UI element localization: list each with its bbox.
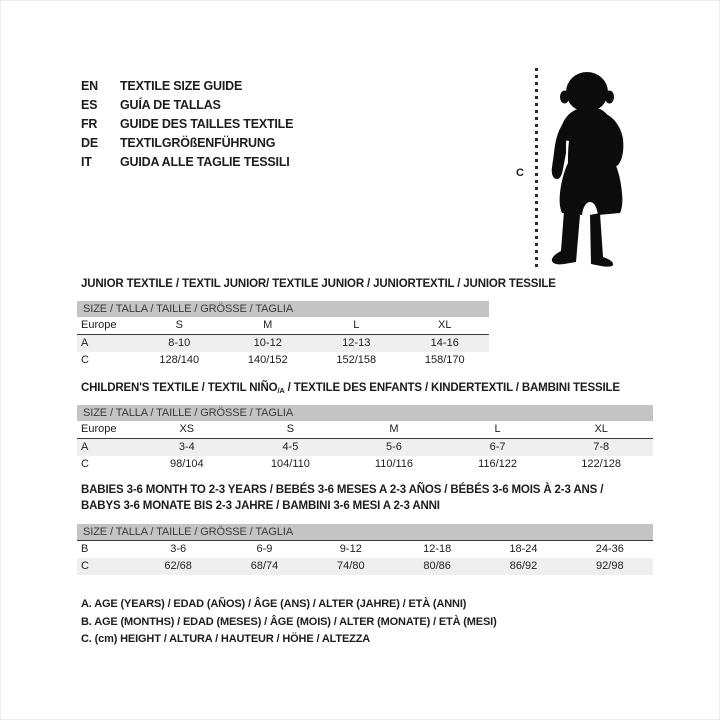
height-dotted-line bbox=[535, 68, 538, 269]
size-header-bar: SIZE / TALLA / TAILLE / GRÖSSE / TAGLIA bbox=[77, 524, 653, 541]
table-cell: S bbox=[286, 423, 295, 435]
table-cell: 3-6 bbox=[170, 543, 187, 555]
language-label: GUÍA DE TALLAS bbox=[120, 98, 221, 112]
row-label: A bbox=[81, 337, 89, 349]
table-cell: 12-18 bbox=[423, 543, 452, 555]
table-row-europe bbox=[77, 317, 489, 335]
table-cell: 3-4 bbox=[178, 441, 195, 453]
table-cell: 9-12 bbox=[339, 543, 362, 555]
language-row bbox=[81, 115, 293, 134]
babies-table-title-line2: BABYS 3-6 MONATE BIS 2-3 JAHRE / BAMBINI 3-6 MESI A 2-3 ANNI bbox=[81, 500, 440, 512]
table-cell: 104/110 bbox=[270, 458, 310, 470]
language-row bbox=[81, 134, 293, 153]
table-row-c bbox=[77, 352, 489, 369]
legend-line-c: C. (cm) HEIGHT / ALTURA / HAUTEUR / HÖHE / ALTEZZA bbox=[81, 633, 371, 645]
row-label: A bbox=[81, 441, 89, 453]
language-row bbox=[81, 77, 293, 96]
language-code: EN bbox=[81, 79, 98, 93]
table-cell: 68/74 bbox=[250, 560, 279, 572]
row-label: Europe bbox=[81, 423, 117, 435]
table-cell: 86/92 bbox=[509, 560, 538, 572]
table-row-europe bbox=[77, 421, 653, 439]
row-label: C bbox=[81, 354, 89, 366]
table-cell: 24-36 bbox=[595, 543, 624, 555]
table-cell: 140/152 bbox=[247, 354, 288, 366]
table-cell: M bbox=[263, 319, 273, 331]
table-cell: L bbox=[353, 319, 360, 331]
table-cell: 152/158 bbox=[336, 354, 377, 366]
height-c-label: C bbox=[516, 167, 524, 179]
table-cell: 6-7 bbox=[489, 441, 506, 453]
language-list bbox=[81, 77, 293, 172]
table-cell: XS bbox=[179, 423, 195, 435]
table-row-a bbox=[77, 335, 489, 352]
table-cell: 74/80 bbox=[337, 560, 365, 572]
table-cell: 14-16 bbox=[430, 337, 459, 349]
language-row bbox=[81, 96, 293, 115]
language-code: IT bbox=[81, 155, 92, 169]
children-title-post: / TEXTILE DES ENFANTS / KINDERTEXTIL / BAMBINI TESSILE bbox=[284, 382, 620, 394]
language-label: GUIDE DES TAILLES TEXTILE bbox=[120, 117, 294, 131]
table-row-c bbox=[77, 456, 653, 473]
table-row-b bbox=[77, 541, 653, 558]
table-cell: 158/170 bbox=[424, 354, 465, 366]
legend-line-a: A. AGE (YEARS) / EDAD (AÑOS) / ÂGE (ANS) / ALTER (JAHRE) / ETÀ (ANNI) bbox=[81, 598, 467, 610]
table-cell: L bbox=[494, 423, 501, 435]
table-cell: XL bbox=[438, 319, 452, 331]
junior-table-title: JUNIOR TEXTILE / TEXTIL JUNIOR/ TEXTILE JUNIOR / JUNIORTEXTIL / JUNIOR TESSILE bbox=[81, 278, 556, 290]
table-cell: 110/116 bbox=[374, 458, 414, 470]
row-label: Europe bbox=[81, 319, 117, 331]
children-title-subscript: /A bbox=[277, 386, 285, 395]
row-label: C bbox=[81, 458, 89, 470]
language-code: FR bbox=[81, 117, 98, 131]
language-code: ES bbox=[81, 98, 98, 112]
children-title-pre: CHILDREN'S TEXTILE / TEXTIL NIÑO bbox=[81, 382, 278, 394]
babies-table-title-line1: BABIES 3-6 MONTH TO 2-3 YEARS / BEBÉS 3-6 MESES A 2-3 AÑOS / BÉBÉS 3-6 MOIS À 2-3 ANS / bbox=[81, 484, 604, 496]
language-code: DE bbox=[81, 136, 98, 150]
table-row-a bbox=[77, 439, 653, 456]
table-cell: 18-24 bbox=[509, 543, 538, 555]
language-label: TEXTILGRÖßENFÜHRUNG bbox=[120, 136, 276, 150]
table-cell: 98/104 bbox=[169, 458, 204, 470]
table-cell: 80/86 bbox=[423, 560, 451, 572]
size-header-bar: SIZE / TALLA / TAILLE / GRÖSSE / TAGLIA bbox=[77, 405, 653, 421]
table-cell: 8-10 bbox=[168, 337, 191, 349]
table-cell: 12-13 bbox=[342, 337, 371, 349]
babies-table bbox=[77, 524, 653, 575]
children-table bbox=[77, 405, 653, 473]
table-cell: 92/98 bbox=[596, 560, 624, 572]
language-label: TEXTILE SIZE GUIDE bbox=[120, 79, 243, 93]
table-cell: 122/128 bbox=[581, 458, 622, 470]
table-cell: 6-9 bbox=[256, 543, 273, 555]
table-row-c bbox=[77, 558, 653, 575]
table-cell: M bbox=[389, 423, 399, 435]
table-cell: 116/122 bbox=[478, 458, 518, 470]
children-table-title bbox=[81, 382, 620, 395]
table-cell: 7-8 bbox=[593, 441, 610, 453]
table-cell: 5-6 bbox=[386, 441, 402, 453]
table-cell: S bbox=[175, 319, 183, 331]
language-row bbox=[81, 153, 293, 172]
language-label: GUIDA ALLE TAGLIE TESSILI bbox=[120, 155, 290, 169]
table-cell: 4-5 bbox=[282, 441, 299, 453]
size-header-bar: SIZE / TALLA / TAILLE / GRÖSSE / TAGLIA bbox=[77, 301, 489, 317]
table-cell: 62/68 bbox=[164, 560, 192, 572]
table-cell: 128/140 bbox=[159, 354, 200, 366]
legend bbox=[81, 596, 497, 649]
legend-line-b: B. AGE (MONTHS) / EDAD (MESES) / ÂGE (MOIS) / ALTER (MONATE) / ETÀ (MESI) bbox=[81, 615, 497, 628]
row-label: C bbox=[81, 560, 89, 572]
row-label: B bbox=[81, 543, 89, 555]
junior-table bbox=[77, 301, 489, 369]
table-cell: 10-12 bbox=[253, 337, 282, 349]
toddler-silhouette-icon bbox=[544, 67, 639, 267]
table-cell: XL bbox=[594, 423, 608, 435]
